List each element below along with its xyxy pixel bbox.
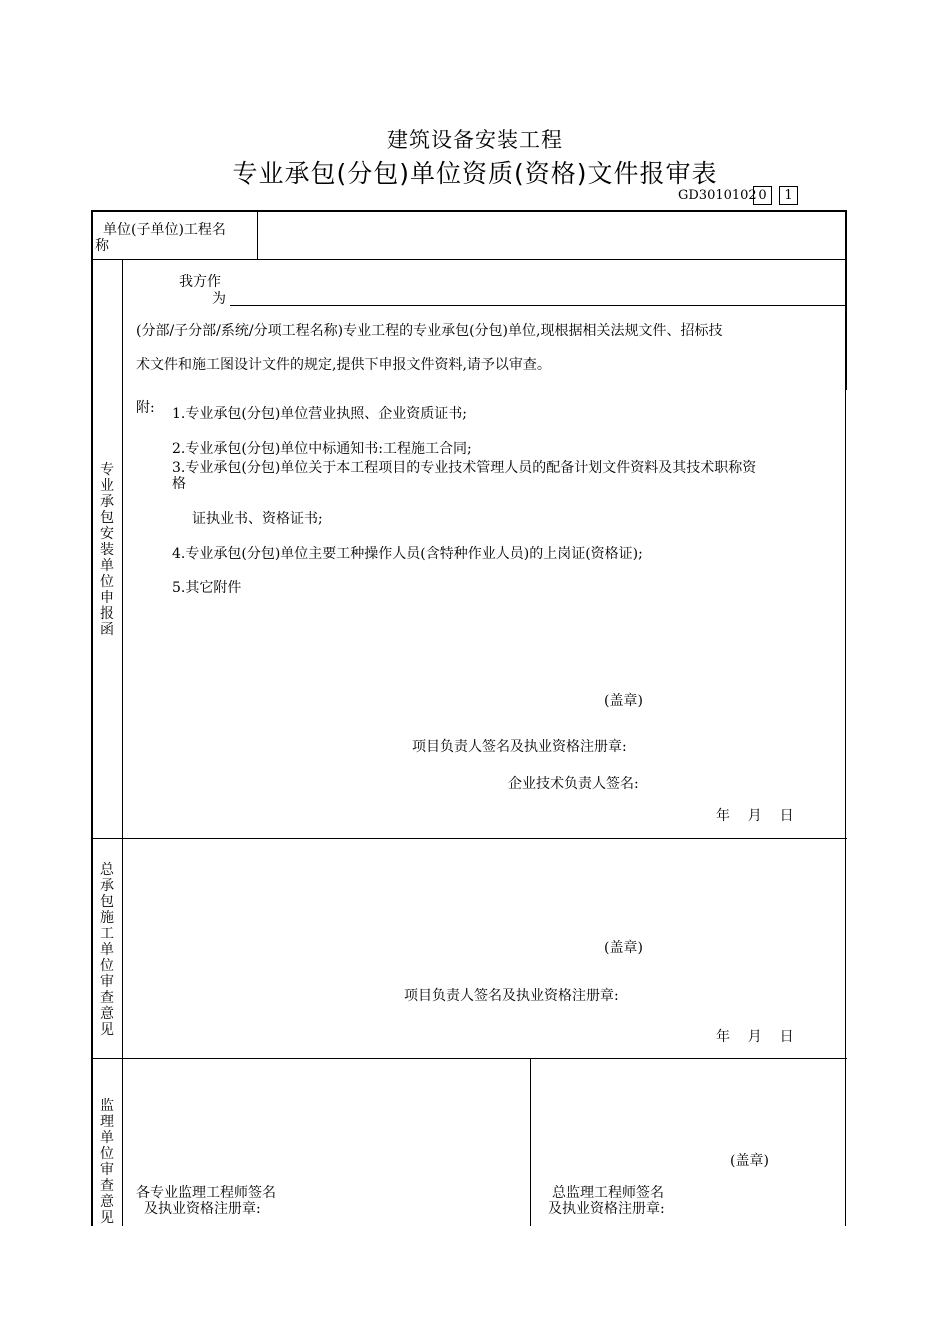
supervision-left-sign-cont: 及执业资格注册章:: [144, 1201, 261, 1217]
row-divider-1: [91, 259, 847, 260]
application-side-label: 专业承包安装单位申报函: [100, 462, 114, 638]
row-divider-2: [91, 838, 847, 839]
attach-item-5: 5.其它附件: [172, 580, 242, 596]
table-top-border: [91, 210, 847, 212]
intro-label-1: 我方作: [179, 274, 221, 290]
application-sign-tech: 企业技术负责人签名:: [508, 776, 639, 792]
attach-item-3-cont: 格: [172, 476, 186, 492]
application-seal: (盖章): [604, 693, 643, 709]
application-body-line1: (分部/子分部/系统/分项工程名称)专业工程的专业承包(分包)单位,现根据相关法规文件、招标技: [136, 323, 723, 339]
attach-item-4: 4.专业承包(分包)单位主要工种操作人员(含特种作业人员)的上岗证(资格证);: [172, 546, 643, 562]
table-right-border-top: [845, 210, 847, 390]
supervision-right-sign-cont: 及执业资格注册章:: [548, 1201, 665, 1217]
project-underline: [230, 305, 846, 306]
attach-item-3-cont2: 证执业书、资格证书;: [192, 511, 323, 527]
project-label-divider: [257, 211, 258, 259]
supervision-split-divider: [530, 1058, 531, 1226]
supervision-left-sign: 各专业监理工程师签名: [136, 1185, 276, 1201]
application-date: 年 月 日: [716, 808, 794, 824]
code-box-1: 0: [753, 186, 772, 205]
intro-label-2: 为: [212, 291, 226, 307]
contractor-side-label: 总承包施工单位审查意见: [100, 862, 114, 1038]
application-sign-project: 项目负责人签名及执业资格注册章:: [412, 739, 627, 755]
row-divider-3: [91, 1058, 847, 1059]
contractor-sign-project: 项目负责人签名及执业资格注册章:: [404, 988, 619, 1004]
table-right-border: [845, 390, 846, 1226]
page-title: 建筑设备安装工程: [387, 128, 563, 152]
supervision-seal: (盖章): [730, 1153, 769, 1169]
project-name-label: 单位(子单位)工程名: [103, 222, 226, 238]
attach-item-2: 2.专业承包(分包)单位中标通知书:工程施工合同;: [172, 441, 472, 457]
project-name-label-cont: 称: [95, 238, 109, 254]
side-label-divider: [122, 260, 123, 1226]
form-code: GD3010102: [678, 188, 757, 203]
code-box-2: 1: [779, 186, 798, 205]
supervision-right-sign: 总监理工程师签名: [552, 1185, 664, 1201]
attach-item-3: 3.专业承包(分包)单位关于本工程项目的专业技术管理人员的配备计划文件资料及其技术职称资: [172, 460, 757, 476]
supervision-side-label: 监理单位审查意见: [100, 1098, 114, 1226]
contractor-seal: (盖章): [604, 940, 643, 956]
contractor-date: 年 月 日: [716, 1029, 794, 1045]
form-title: 专业承包(分包)单位资质(资格)文件报审表: [232, 159, 718, 188]
table-left-border: [91, 210, 93, 1226]
application-body-line2: 术文件和施工图设计文件的规定,提供下申报文件资料,请予以审查。: [136, 357, 551, 373]
attach-label: 附:: [136, 400, 155, 416]
attach-item-1: 1.专业承包(分包)单位营业执照、企业资质证书;: [172, 406, 467, 422]
